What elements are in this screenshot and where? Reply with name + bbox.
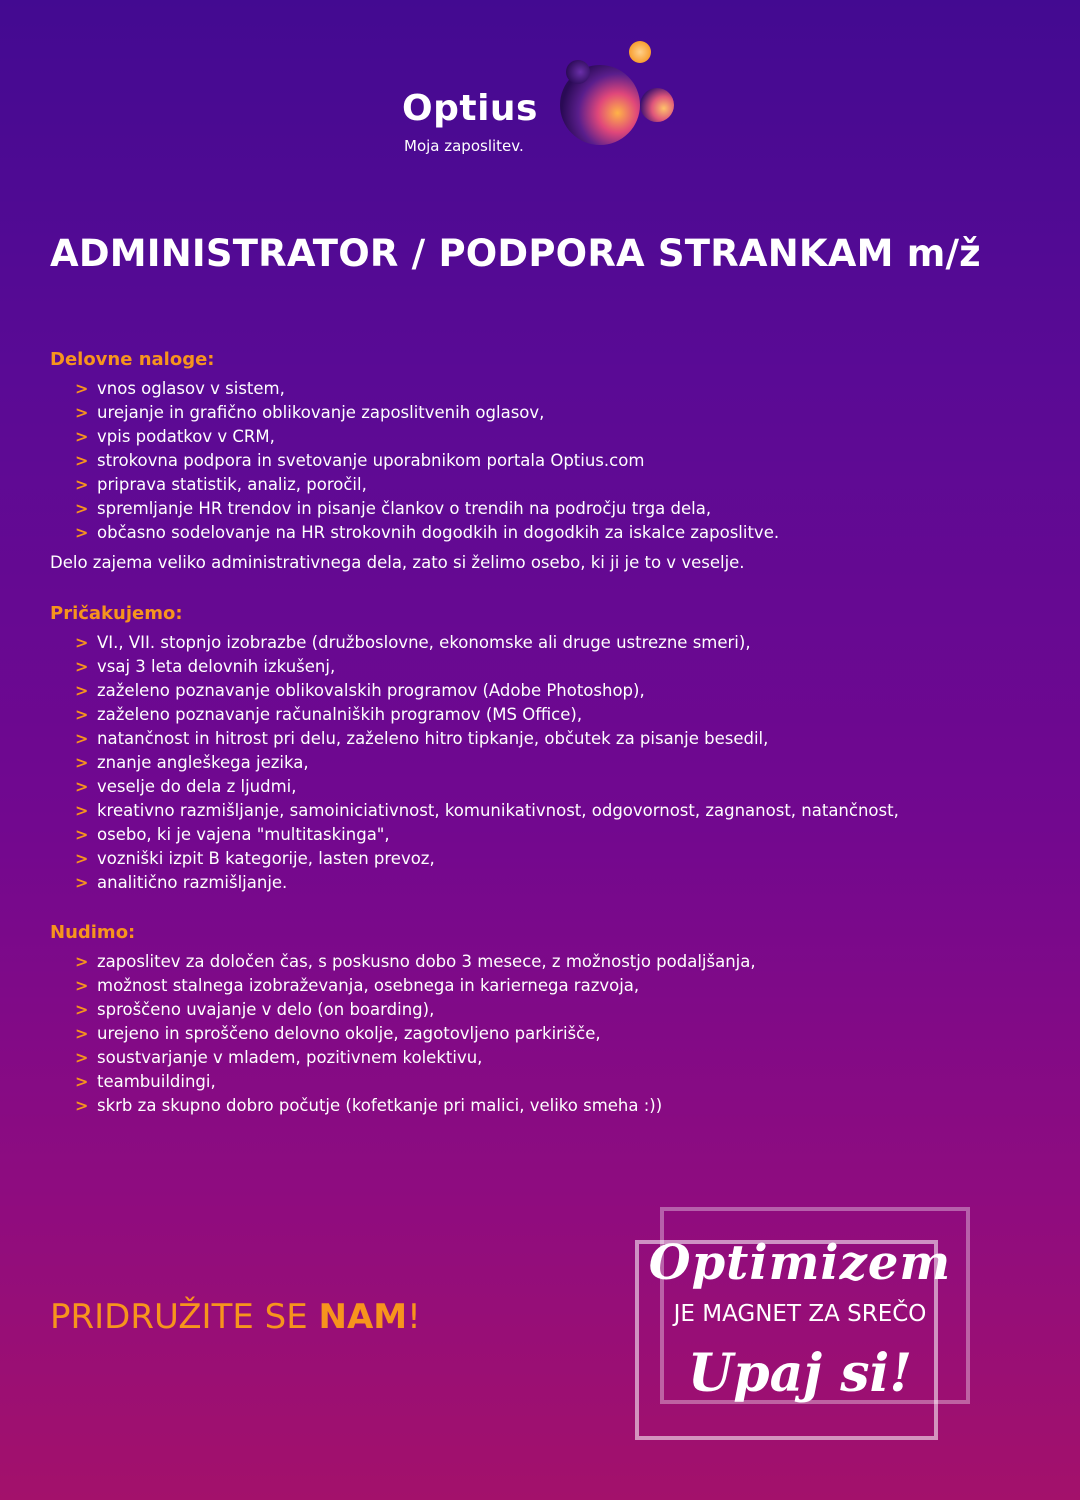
chevron-right-icon: > <box>75 657 89 676</box>
chevron-right-icon: > <box>75 976 89 995</box>
join-us-cta <box>50 1297 421 1337</box>
slogan-box <box>640 1228 960 1410</box>
tasks-heading: Delovne naloge: <box>50 349 215 370</box>
expectations-heading: Pričakujemo: <box>50 603 183 624</box>
offer-list <box>50 950 1030 1118</box>
list-item: > zaželeno poznavanje oblikovalskih programov (Adobe Photoshop), <box>50 679 1030 703</box>
list-item: > urejeno in sproščeno delovno okolje, zagotovljeno parkirišče, <box>50 1022 1030 1046</box>
expectations-list <box>50 631 1030 895</box>
list-item: > vsaj 3 leta delovnih izkušenj, <box>50 655 1030 679</box>
offer-section <box>50 921 1030 1118</box>
list-item: > teambuildingi, <box>50 1070 1030 1094</box>
job-title: ADMINISTRATOR / PODPORA STRANKAM m/ž <box>50 232 981 275</box>
slogan-magnet: JE MAGNET ZA SREČO <box>673 1301 927 1327</box>
list-item: > analitično razmišljanje. <box>50 871 1030 895</box>
list-item: > vpis podatkov v CRM, <box>50 425 1030 449</box>
spheres-logo-icon <box>555 40 685 155</box>
list-item: > strokovna podpora in svetovanje uporabnikom portala Optius.com <box>50 449 1030 473</box>
list-item: > natančnost in hitrost pri delu, zaželeno hitro tipkanje, občutek za pisanje besedil, <box>50 727 1030 751</box>
chevron-right-icon: > <box>75 499 89 518</box>
chevron-right-icon: > <box>75 1000 89 1019</box>
expectations-section <box>50 602 1030 895</box>
list-item: > urejanje in grafično oblikovanje zaposlitvenih oglasov, <box>50 401 1030 425</box>
chevron-right-icon: > <box>75 681 89 700</box>
list-item: > priprava statistik, analiz, poročil, <box>50 473 1030 497</box>
chevron-right-icon: > <box>75 952 89 971</box>
chevron-right-icon: > <box>75 427 89 446</box>
list-item: > VI., VII. stopnjo izobrazbe (družboslovne, ekonomske ali druge ustrezne smeri), <box>50 631 1030 655</box>
offer-heading: Nudimo: <box>50 922 136 943</box>
chevron-right-icon: > <box>75 1048 89 1067</box>
join-suffix: ! <box>407 1297 421 1337</box>
list-item: > soustvarjanje v mladem, pozitivnem kolektivu, <box>50 1046 1030 1070</box>
chevron-right-icon: > <box>75 633 89 652</box>
tasks-section <box>50 348 1030 575</box>
logo-name: Optius <box>402 88 538 129</box>
list-item: > vozniški izpit B kategorije, lasten prevoz, <box>50 847 1030 871</box>
chevron-right-icon: > <box>75 705 89 724</box>
chevron-right-icon: > <box>75 475 89 494</box>
list-item: > zaželeno poznavanje računalniških programov (MS Office), <box>50 703 1030 727</box>
chevron-right-icon: > <box>75 849 89 868</box>
join-prefix: PRIDRUŽITE SE <box>50 1297 319 1337</box>
list-item: > občasno sodelovanje na HR strokovnih dogodkih in dogodkih za iskalce zaposlitve. <box>50 521 1030 545</box>
logo-tagline: Moja zaposlitev. <box>404 137 524 155</box>
chevron-right-icon: > <box>75 801 89 820</box>
chevron-right-icon: > <box>75 379 89 398</box>
chevron-right-icon: > <box>75 451 89 470</box>
chevron-right-icon: > <box>75 1072 89 1091</box>
list-item: > vnos oglasov v sistem, <box>50 377 1030 401</box>
chevron-right-icon: > <box>75 729 89 748</box>
chevron-right-icon: > <box>75 523 89 542</box>
chevron-right-icon: > <box>75 403 89 422</box>
list-item: > kreativno razmišljanje, samoiniciativnost, komunikativnost, odgovornost, zagnanost, natančnost, <box>50 799 1030 823</box>
slogan-optimism: Optimizem <box>648 1235 952 1291</box>
list-item: > osebo, ki je vajena "multitaskinga", <box>50 823 1030 847</box>
list-item: > možnost stalnega izobraževanja, osebnega in kariernega razvoja, <box>50 974 1030 998</box>
chevron-right-icon: > <box>75 1096 89 1115</box>
list-item: > spremljanje HR trendov in pisanje člankov o trendih na področju trga dela, <box>50 497 1030 521</box>
list-item: > skrb za skupno dobro počutje (kofetkanje pri malici, veliko smeha :)) <box>50 1094 1030 1118</box>
list-item: > znanje angleškega jezika, <box>50 751 1030 775</box>
chevron-right-icon: > <box>75 753 89 772</box>
list-item: > zaposlitev za določen čas, s poskusno dobo 3 mesece, z možnostjo podaljšanja, <box>50 950 1030 974</box>
chevron-right-icon: > <box>75 873 89 892</box>
list-item: > sproščeno uvajanje v delo (on boarding), <box>50 998 1030 1022</box>
tasks-note: Delo zajema veliko administrativnega dela, zato si želimo osebo, ki ji je to v veselje. <box>50 553 745 572</box>
join-emphasis: NAM <box>318 1297 408 1337</box>
list-item: > veselje do dela z ljudmi, <box>50 775 1030 799</box>
slogan-dare: Upaj si! <box>687 1343 913 1404</box>
chevron-right-icon: > <box>75 825 89 844</box>
optius-logo[interactable] <box>400 40 690 160</box>
tasks-list <box>50 377 1030 545</box>
chevron-right-icon: > <box>75 1024 89 1043</box>
chevron-right-icon: > <box>75 777 89 796</box>
